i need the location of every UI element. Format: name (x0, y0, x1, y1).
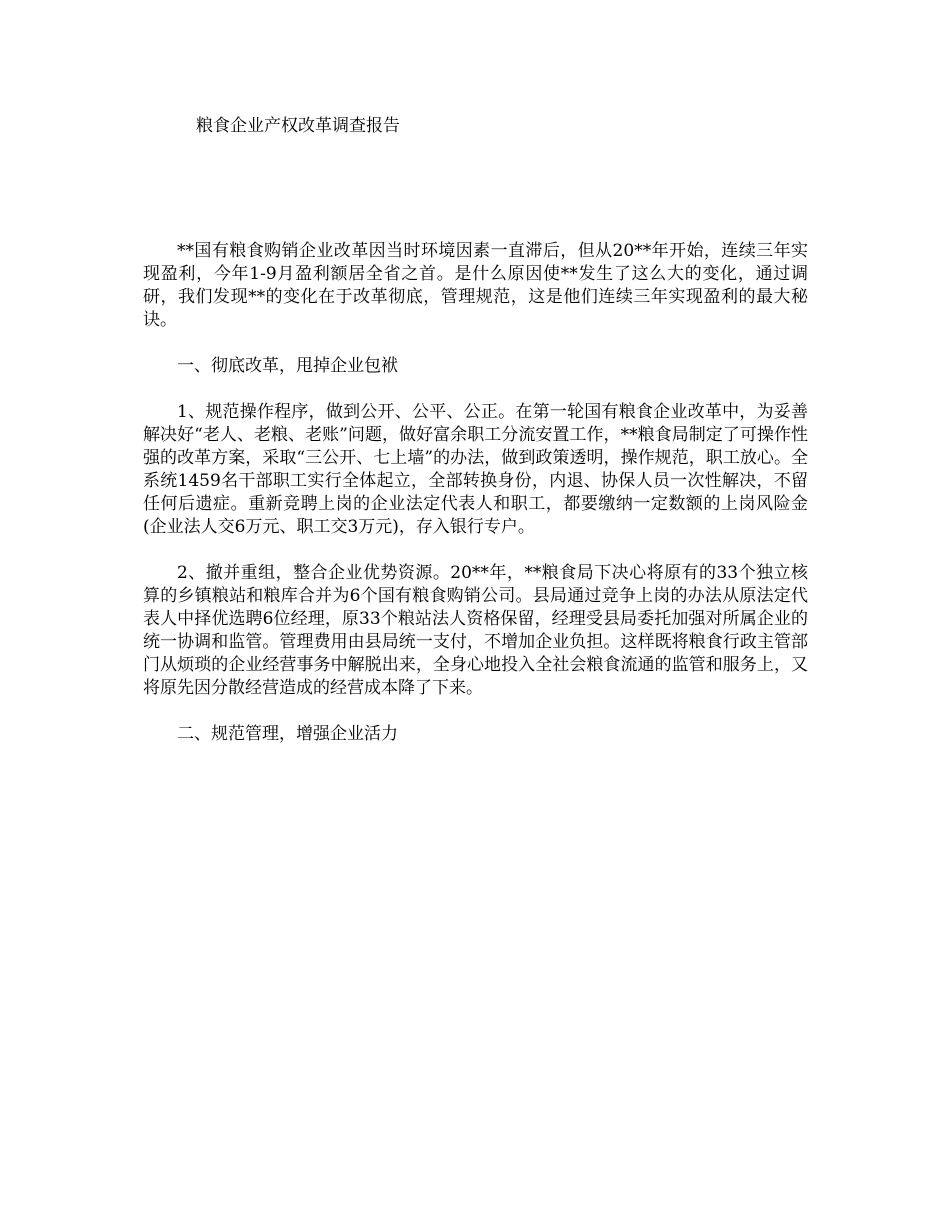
document-title: 粮食企业产权改革调查报告 (196, 116, 400, 136)
document-body (143, 240, 808, 769)
section-2-heading: 二、规范管理，增强企业活力 (177, 724, 398, 744)
section-1-item-1: 1、规范操作程序，做到公开、公平、公正。在第一轮国有粮食企业改革中，为妥善解决好“老人、老粮、老账”问题，做好富余职工分流安置工作，**粮食局制定了可操作性强的改革方案，采取“三公开、七上墙”的办法，做到政策透明，操作规范，职工放心。全系统1459名干部职工实行全体起立，全部转换身份，内退、协保人员一次性解决，不留任何后遗症。重新竞聘上岗的企业法定代表人和职工，都要缴纳一定数额的上岗风险金(企业法人交6万元、职工交3万元)，存入银行专户。 (143, 402, 808, 537)
section-1-heading: 一、彻底改革，甩掉企业包袱 (177, 356, 398, 376)
intro-paragraph: **国有粮食购销企业改革因当时环境因素一直滞后，但从20**年开始，连续三年实现盈利，今年1-9月盈利额居全省之首。是什么原因使**发生了这么大的变化，通过调研，我们发现**的变化在于改革彻底，管理规范，这是他们连续三年实现盈利的最大秘诀。 (143, 241, 808, 330)
section-1-item-2: 2、撤并重组，整合企业优势资源。20**年，**粮食局下决心将原有的33个独立核算的乡镇粮站和粮库合并为6个国有粮食购销公司。县局通过竞争上岗的办法从原法定代表人中择优选聘6位经理，原33个粮站法人资格保留，经理受县局委托加强对所属企业的统一协调和监管。管理费用由县局统一支付，不增加企业负担。这样既将粮食行政主管部门从烦琐的企业经营事务中解脱出来，全身心地投入全社会粮食流通的监管和服务上，又将原先因分散经营造成的经营成本降了下来。 (143, 563, 808, 698)
